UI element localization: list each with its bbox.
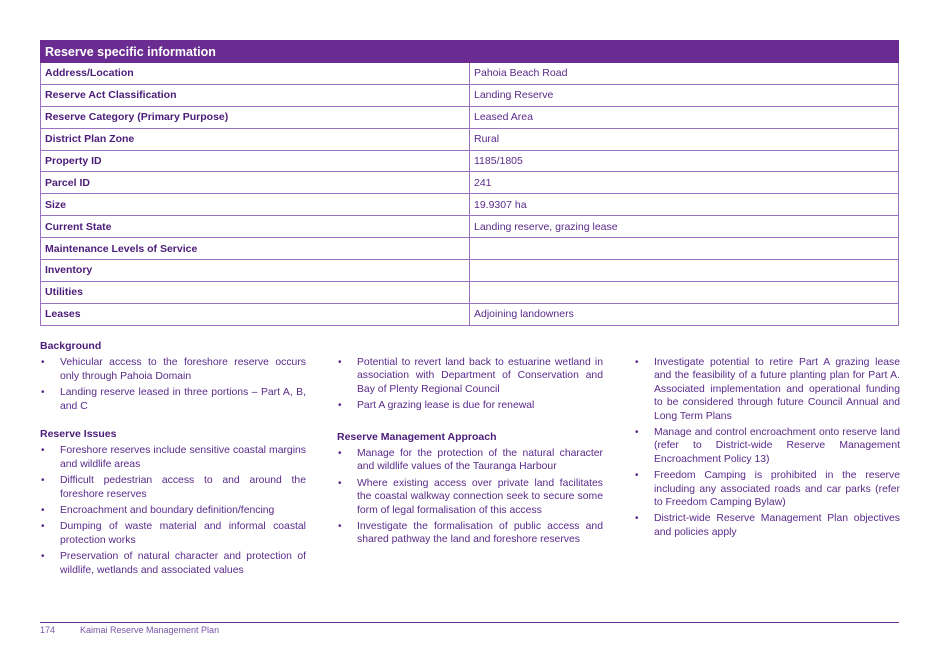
management-list-continued <box>634 356 900 539</box>
list-item <box>337 399 603 412</box>
bullet-icon: • <box>41 521 45 533</box>
table-title: Reserve specific information <box>41 41 899 63</box>
row-label: Maintenance Levels of Service <box>41 238 470 260</box>
list-item-text: Potential to revert land back to estuarine wetland in association with Department of Conservation and Bay of Plenty Regional Council <box>357 357 603 395</box>
list-item-text: Part A grazing lease is due for renewal <box>357 400 535 412</box>
row-label: Parcel ID <box>41 172 470 194</box>
management-list <box>337 447 603 547</box>
bullet-icon: • <box>41 357 45 369</box>
row-value: Adjoining landowners <box>470 303 899 325</box>
bullet-icon: • <box>635 427 639 439</box>
list-item-text: Dumping of waste material and informal coastal protection works <box>60 521 306 546</box>
list-item <box>40 444 306 471</box>
column-1 <box>40 340 306 580</box>
table-row <box>41 128 899 150</box>
list-item <box>634 356 900 423</box>
list-item <box>634 469 900 509</box>
bullet-icon: • <box>635 470 639 482</box>
management-heading: Reserve Management Approach <box>337 430 497 443</box>
list-item-text: Encroachment and boundary definition/fencing <box>60 505 275 517</box>
table-header-row <box>41 41 899 63</box>
list-item <box>634 426 900 466</box>
bullet-icon: • <box>635 357 639 368</box>
row-label: Inventory <box>41 260 470 282</box>
bullet-icon: • <box>338 521 342 533</box>
footer-divider <box>40 622 899 623</box>
background-list-continued <box>337 356 603 413</box>
bullet-icon: • <box>338 477 342 489</box>
list-item <box>337 447 603 474</box>
row-value: Pahoia Beach Road <box>470 63 899 85</box>
column-3 <box>634 356 900 542</box>
background-heading: Background <box>40 340 102 352</box>
row-value: Rural <box>470 128 899 150</box>
list-item <box>634 512 900 539</box>
bullet-icon: • <box>338 400 342 412</box>
bullet-icon: • <box>338 448 342 460</box>
column-2 <box>337 356 603 550</box>
bullet-icon: • <box>635 513 639 525</box>
table-row <box>41 150 899 172</box>
list-item-text: Investigate potential to retire Part A grazing lease and the feasibility of a future planting plan for Part A. Associated implementation and operational funding to be considered through future Council Annual and Long Term Plans <box>654 357 900 422</box>
list-item-text: Manage for the protection of the natural character and wildlife values of the Tauranga Harbour <box>357 448 603 473</box>
list-item-text: Preservation of natural character and protection of wildlife, wetlands and associated values <box>60 551 306 576</box>
list-item <box>40 504 306 517</box>
background-list <box>40 356 306 413</box>
row-label: Size <box>41 194 470 216</box>
list-item-text: Foreshore reserves include sensitive coastal margins and wildlife areas <box>60 445 306 470</box>
list-item-text: Landing reserve leased in three portions – Part A, B, and C <box>60 387 306 412</box>
bullet-icon: • <box>41 387 45 399</box>
row-value <box>470 238 899 260</box>
issues-list <box>40 444 306 577</box>
footer-doc-title: Kaimai Reserve Management Plan <box>80 625 220 635</box>
row-value: Leased Area <box>470 106 899 128</box>
list-item <box>40 356 306 383</box>
list-item <box>337 356 603 396</box>
table-row <box>41 63 899 85</box>
list-item-text: Freedom Camping is prohibited in the reserve including any associated roads and car parks (refer to Freedom Camping Bylaw) <box>654 470 900 509</box>
row-value: 19.9307 ha <box>470 194 899 216</box>
row-label: Reserve Act Classification <box>41 84 470 106</box>
row-value: Landing reserve, grazing lease <box>470 216 899 238</box>
row-value: 1185/1805 <box>470 150 899 172</box>
list-item <box>40 386 306 413</box>
row-label: Address/Location <box>41 63 470 85</box>
row-value: Landing Reserve <box>470 84 899 106</box>
row-label: Leases <box>41 303 470 325</box>
row-label: Property ID <box>41 150 470 172</box>
bullet-icon: • <box>41 445 45 457</box>
row-label: Current State <box>41 216 470 238</box>
table-row <box>41 238 899 260</box>
table-row <box>41 303 899 325</box>
reserve-info-table <box>40 40 899 326</box>
bullet-icon: • <box>41 551 45 563</box>
table-row <box>41 172 899 194</box>
page-number: 174 <box>40 625 56 635</box>
table-row <box>41 281 899 303</box>
list-item-text: Where existing access over private land facilitates the coastal walkway connection seek to secure some form of legal formalisation of this access <box>357 477 603 516</box>
table-row <box>41 194 899 216</box>
list-item <box>40 474 306 501</box>
row-label: Reserve Category (Primary Purpose) <box>41 106 470 128</box>
bullet-icon: • <box>41 475 45 487</box>
table-row <box>41 106 899 128</box>
issues-heading: Reserve Issues <box>40 428 117 441</box>
list-item <box>337 520 603 547</box>
table-row <box>41 84 899 106</box>
row-value: 241 <box>470 172 899 194</box>
list-item-text: District-wide Reserve Management Plan objectives and policies apply <box>654 513 900 538</box>
bullet-icon: • <box>41 505 45 517</box>
table-row <box>41 216 899 238</box>
row-label: Utilities <box>41 281 470 303</box>
row-value <box>470 260 899 282</box>
bullet-icon: • <box>338 357 342 368</box>
list-item <box>40 550 306 577</box>
row-label: District Plan Zone <box>41 128 470 150</box>
list-item-text: Investigate the formalisation of public access and shared pathway the land and foreshore reserves <box>357 521 603 546</box>
row-value <box>470 281 899 303</box>
list-item-text: Vehicular access to the foreshore reserve occurs only through Pahoia Domain <box>60 357 306 382</box>
list-item-text: Difficult pedestrian access to and around the foreshore reserves <box>60 475 306 500</box>
list-item <box>337 477 603 517</box>
list-item-text: Manage and control encroachment onto reserve land (refer to District-wide Reserve Management Encroachment Policy 13) <box>654 427 900 465</box>
table-row <box>41 260 899 282</box>
list-item <box>40 520 306 547</box>
